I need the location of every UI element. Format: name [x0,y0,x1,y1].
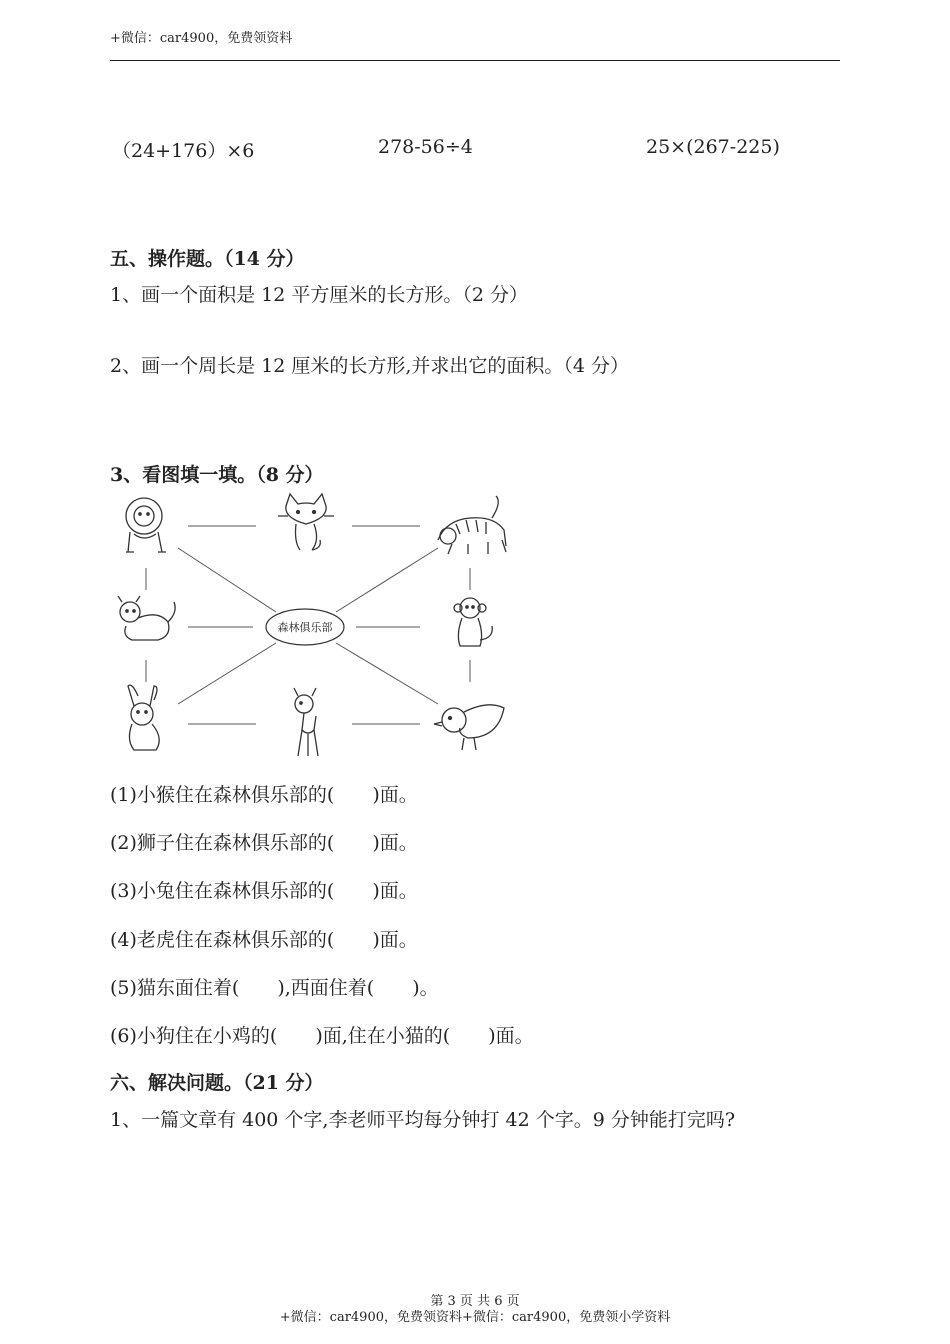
fill-question-6: (6)小狗住在小鸡的( )面,住在小猫的( )面。 [110,1025,534,1047]
expression-3: 25×(267-225) [646,136,780,158]
deer-icon [294,688,318,756]
page-number: 第 3 页 共 6 页 [430,1294,520,1309]
section-5-question-1: 1、画一个面积是 12 平方厘米的长方形。（2 分） [110,284,528,306]
fill-question-2: (2)狮子住在森林俱乐部的( )面。 [110,832,418,854]
fill-question-5: (5)猫东面住着( ),西面住着( )。 [110,977,439,999]
footer-watermark: +微信：car4900，免费领资料+微信：car4900，免费领小学资料 [279,1310,671,1325]
cat-icon [278,494,334,550]
chick-icon [434,705,504,750]
dog-icon [118,596,175,640]
rabbit-icon [128,685,159,750]
expression-2: 278-56÷4 [378,136,473,158]
forest-club-diagram [108,490,513,765]
section-5-title: 五、操作题。（14 分） [110,248,305,270]
section-5-question-3: 3、看图填一填。（8 分） [110,464,324,486]
tiger-icon [438,496,506,554]
forest-club-text: 森林俱乐部 [277,621,333,634]
fill-question-3: (3)小兔住在森林俱乐部的( )面。 [110,880,418,902]
section-6-title: 六、解决问题。（21 分） [110,1072,324,1094]
fill-question-4: (4)老虎住在森林俱乐部的( )面。 [110,929,418,951]
section-5-question-2: 2、画一个周长是 12 厘米的长方形,并求出它的面积。（4 分） [110,355,630,377]
header-divider [110,60,840,61]
section-6-question-1: 1、一篇文章有 400 个字,李老师平均每分钟打 42 个字。9 分钟能打完吗? [110,1109,736,1131]
expression-1: （24+176）×6 [112,140,255,162]
fill-question-1: (1)小猴住在森林俱乐部的( )面。 [110,784,418,806]
lion-icon [126,498,166,552]
forest-club-label [266,609,344,645]
header-watermark: +微信：car4900，免费领资料 [110,31,293,46]
monkey-icon [454,598,492,646]
